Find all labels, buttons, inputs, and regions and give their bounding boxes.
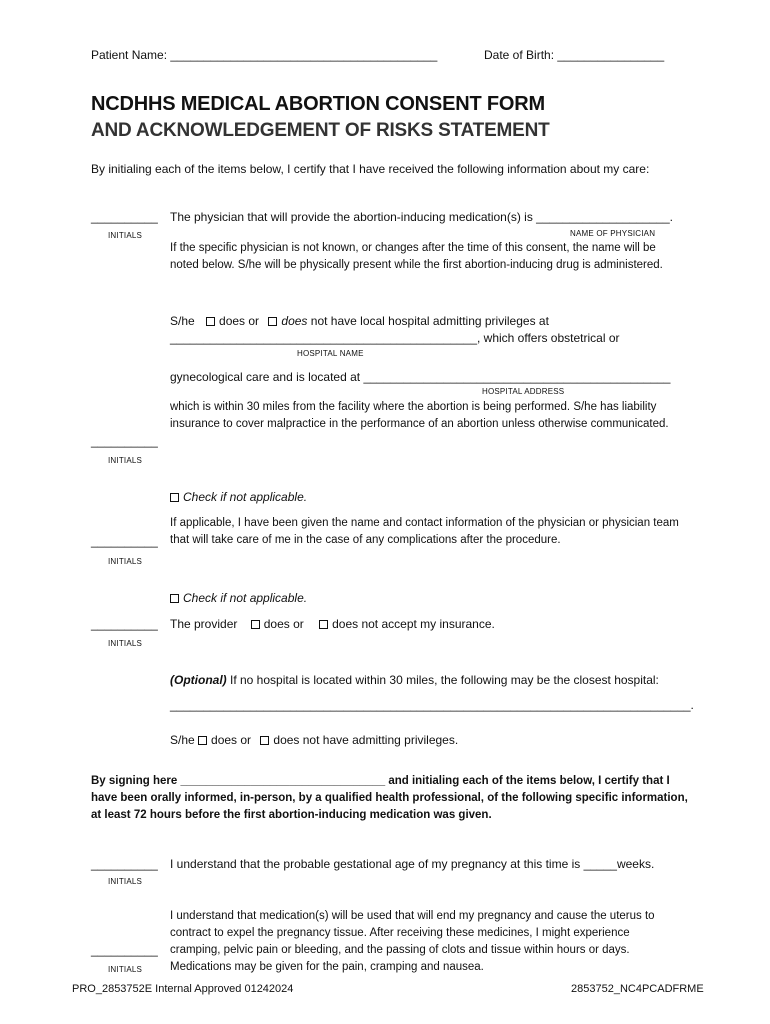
does-not-checkbox[interactable] <box>268 317 277 326</box>
does-not-have-label: does not have admitting privileges. <box>273 733 459 747</box>
hospital-name-label: HOSPITAL NAME <box>297 349 364 358</box>
check-not-applicable-label: Check if not applicable. <box>183 490 308 504</box>
hospital-name-line[interactable]: ______________________________________________, which offers obstetrical or <box>170 331 620 345</box>
check-not-applicable-label: Check if not applicable. <box>183 591 308 605</box>
form-subtitle: AND ACKNOWLEDGEMENT OF RISKS STATEMENT <box>91 120 550 141</box>
privileges-text: not have local hospital admitting privileges at <box>310 314 549 328</box>
initials-label: INITIALS <box>108 965 143 974</box>
optional-label: (Optional) <box>170 673 227 687</box>
does-checkbox[interactable] <box>206 317 215 326</box>
initials-field-5[interactable]: __________ <box>91 857 158 871</box>
she-label: S/he <box>170 733 195 747</box>
initials-field-6[interactable]: __________ <box>91 943 158 957</box>
intro-text: By initialing each of the items below, I certify that I have received the following information about my care: <box>91 162 650 176</box>
does-or-label: does or <box>263 617 304 631</box>
insurance-line <box>170 617 495 631</box>
footer-approval-code: PRO_2853752E Internal Approved 01242024 <box>72 983 294 995</box>
initials-label: INITIALS <box>108 557 143 566</box>
optional-privileges-line <box>170 733 458 747</box>
check-not-applicable-1 <box>170 490 307 504</box>
does-italic-label: does <box>281 314 308 328</box>
patient-name-field[interactable]: Patient Name: ________________________________________ <box>91 48 438 62</box>
date-of-birth-field[interactable]: Date of Birth: ________________ <box>484 48 665 62</box>
form-title: NCDHHS MEDICAL ABORTION CONSENT FORM <box>91 93 545 115</box>
check-not-applicable-2 <box>170 591 307 605</box>
initials-field-1[interactable]: __________ <box>91 210 158 224</box>
initials-field-3[interactable]: __________ <box>91 534 158 548</box>
admitting-privileges-line <box>170 314 549 328</box>
does-or-label: does or <box>219 314 260 328</box>
medication-effects-text: I understand that medication(s) will be used that will end my pregnancy and cause the uterus to contract to expel the pregnancy tissue. After receiving these medicines, I might experience cramping, pelvic pain or bleeding, and the passing of clots and tissue within hours or days. Medications may be given for the pain, cramping and nausea. <box>170 910 655 973</box>
optional-does-not-checkbox[interactable] <box>260 736 269 745</box>
initials-label: INITIALS <box>108 456 143 465</box>
initials-label: INITIALS <box>108 639 143 648</box>
hospital-address-line[interactable]: gynecological care and is located at ______________________________________________ <box>170 370 671 384</box>
physician-name-line[interactable]: The physician that will provide the abortion-inducing medication(s) is ____________________. <box>170 210 673 224</box>
hospital-address-label: HOSPITAL ADDRESS <box>482 387 565 396</box>
closest-hospital-line[interactable]: ______________________________________________________________________________. <box>170 698 694 712</box>
not-applicable-checkbox-2[interactable] <box>170 594 179 603</box>
within-30-miles-text: which is within 30 miles from the facility where the abortion is being performed. S/he has liability insurance to cover malpractice in the performance of an abortion unless otherwise communicated. <box>170 401 669 430</box>
optional-text: If no hospital is located within 30 miles, the following may be the closest hospital: <box>226 673 659 687</box>
not-applicable-checkbox-1[interactable] <box>170 493 179 502</box>
does-not-accept-label: does not accept my insurance. <box>332 617 495 631</box>
physician-not-known-text: If the specific physician is not known, or changes after the time of this consent, the name will be noted below. S/he will be physically present while the first abortion-inducing drug is administered. <box>170 242 663 271</box>
does-not-accept-insurance-checkbox[interactable] <box>319 620 328 629</box>
initials-field-4[interactable]: __________ <box>91 617 158 631</box>
footer-form-id: 2853752_NC4PCADFRME <box>571 983 704 995</box>
initials-label: INITIALS <box>108 231 143 240</box>
does-or-label: does or <box>211 733 252 747</box>
optional-closest-hospital <box>170 673 659 687</box>
gestational-age-text: I understand that the probable gestational age of my pregnancy at this time is _____weeks. <box>170 857 655 871</box>
initials-field-2[interactable]: __________ <box>91 434 158 448</box>
she-label: S/he <box>170 314 195 328</box>
initials-label: INITIALS <box>108 877 143 886</box>
physician-name-label: NAME OF PHYSICIAN <box>570 229 656 238</box>
optional-does-checkbox[interactable] <box>198 736 207 745</box>
complications-contact-text: If applicable, I have been given the name and contact information of the physician or physician team that will take care of me in the case of any complications after the procedure. <box>170 517 679 546</box>
accepts-insurance-checkbox[interactable] <box>251 620 260 629</box>
provider-label: The provider <box>170 617 238 631</box>
signing-certification-text: By signing here ________________________________ and initialing each of the items below, I certify that I have been orally informed, in-person, by a qualified health professional, of the following specific information, at least 72 hours before the first abortion-inducing medication was given. <box>91 775 688 821</box>
